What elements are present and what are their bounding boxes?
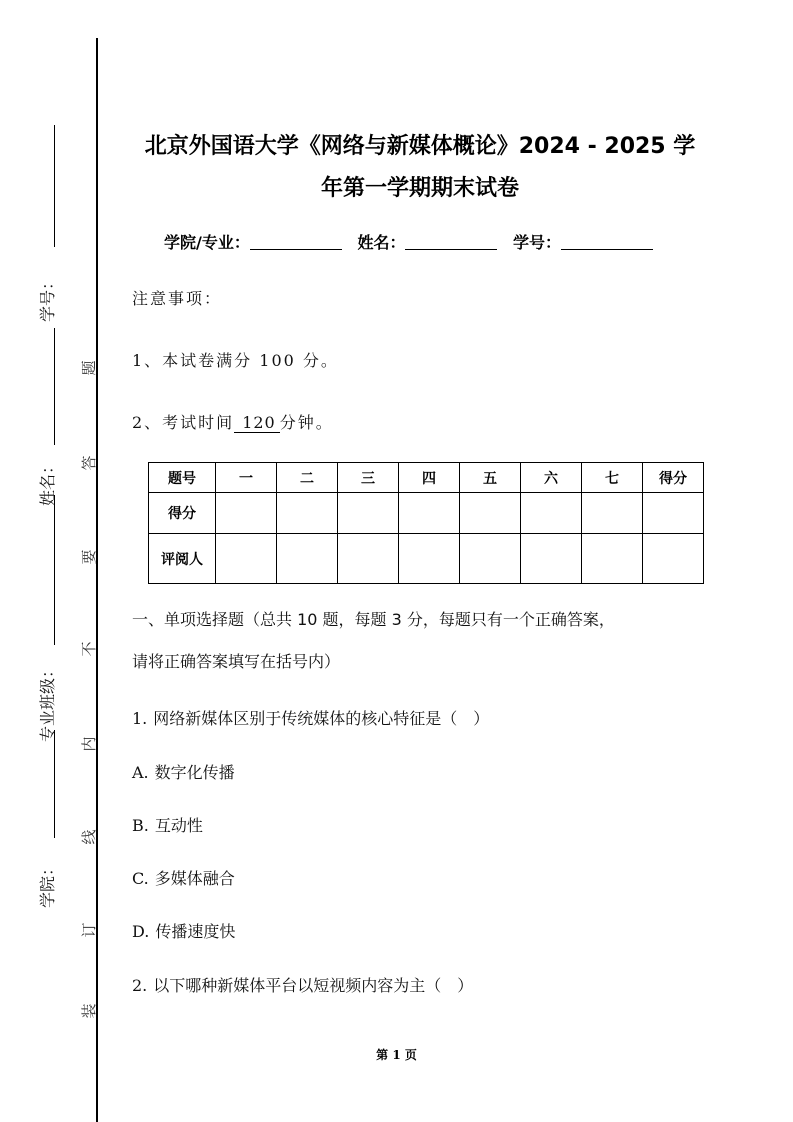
seal-char: 题 (80, 360, 98, 376)
score-cell[interactable] (643, 493, 704, 534)
seal-char: 订 (80, 922, 98, 938)
college-blank-line (54, 730, 55, 838)
exam-duration-value: 120 (234, 414, 280, 433)
reviewer-cell[interactable] (399, 534, 460, 584)
option-letter: D. (132, 922, 150, 941)
student-info-row (164, 230, 663, 253)
header-cell: 七 (582, 463, 643, 493)
score-cell[interactable] (277, 493, 338, 534)
note-item-2-prefix: 2、考试时间 (132, 413, 235, 432)
score-cell[interactable] (399, 493, 460, 534)
exam-title-line2: 年第一学期期末试卷 (320, 176, 519, 201)
notes-heading: 注意事项： (132, 289, 223, 308)
question-text: 网络新媒体区别于传统媒体的核心特征是（ ） (153, 709, 490, 728)
section-1-heading-line2: 请将正确答案填写在括号内） (132, 652, 341, 671)
reviewer-cell[interactable] (277, 534, 338, 584)
row-label: 得分 (149, 493, 216, 534)
row-label: 评阅人 (149, 534, 216, 584)
page-number: 第 1 页 (376, 1048, 417, 1062)
note-item-1: 1、本试卷满分 100 分。 (132, 351, 339, 370)
college-major-field[interactable] (250, 233, 342, 250)
option-c[interactable] (132, 866, 235, 889)
option-text: 传播速度快 (155, 922, 236, 941)
major-class-blank-line (54, 495, 55, 645)
reviewer-cell[interactable] (216, 534, 277, 584)
question-number: 2. (132, 976, 148, 995)
option-text: 数字化传播 (154, 763, 235, 782)
score-cell[interactable] (521, 493, 582, 534)
score-table (148, 462, 704, 584)
name-label: 姓名： (357, 233, 406, 252)
reviewer-cell[interactable] (338, 534, 399, 584)
student-id-label: 学号： (513, 233, 562, 252)
note-item-2 (132, 410, 334, 433)
question-number: 1. (132, 709, 148, 728)
option-text: 多媒体融合 (154, 869, 235, 888)
question-2 (132, 973, 473, 996)
section-1-heading-line1: 一、单项选择题（总共 10 题，每题 3 分，每题只有一个正确答案， (132, 610, 615, 629)
exam-title-line1: 北京外国语大学《网络与新媒体概论》2024 - 2025 学 (144, 134, 696, 159)
seal-char: 装 (80, 1003, 98, 1019)
student-id-field[interactable] (561, 233, 653, 250)
margin-major-class-label: 专业班级： (37, 661, 57, 742)
option-a[interactable] (132, 760, 235, 783)
seal-char: 内 (80, 736, 98, 752)
margin-name-label: 姓名： (37, 457, 57, 506)
margin-college-label: 学院： (37, 859, 57, 908)
score-table-header-row (149, 463, 704, 493)
score-cell[interactable] (338, 493, 399, 534)
margin-student-id-label: 学号： (37, 273, 57, 322)
option-letter: C. (132, 869, 149, 888)
student-id-blank-line (54, 125, 55, 247)
name-blank-line (54, 328, 55, 445)
seal-char: 要 (80, 549, 98, 565)
score-cell[interactable] (582, 493, 643, 534)
header-cell: 得分 (643, 463, 704, 493)
binding-line (96, 38, 98, 1122)
question-1 (132, 706, 489, 729)
option-d[interactable] (132, 919, 235, 942)
reviewer-cell[interactable] (582, 534, 643, 584)
score-cell[interactable] (216, 493, 277, 534)
seal-char: 不 (80, 641, 98, 657)
reviewer-cell[interactable] (521, 534, 582, 584)
seal-char: 线 (80, 829, 98, 845)
header-cell: 二 (277, 463, 338, 493)
option-text: 互动性 (154, 816, 203, 835)
header-cell: 题号 (149, 463, 216, 493)
seal-char: 答 (80, 455, 98, 471)
option-letter: B. (132, 816, 149, 835)
score-cell[interactable] (460, 493, 521, 534)
reviewer-cell[interactable] (643, 534, 704, 584)
score-row (149, 493, 704, 534)
header-cell: 一 (216, 463, 277, 493)
header-cell: 五 (460, 463, 521, 493)
college-major-label: 学院/专业： (164, 233, 250, 252)
header-cell: 三 (338, 463, 399, 493)
note-item-2-suffix: 分钟。 (279, 413, 334, 432)
header-cell: 四 (399, 463, 460, 493)
question-text: 以下哪种新媒体平台以短视频内容为主（ ） (153, 976, 474, 995)
option-letter: A. (132, 763, 149, 782)
option-b[interactable] (132, 813, 203, 836)
name-field[interactable] (405, 233, 497, 250)
header-cell: 六 (521, 463, 582, 493)
reviewer-row (149, 534, 704, 584)
reviewer-cell[interactable] (460, 534, 521, 584)
